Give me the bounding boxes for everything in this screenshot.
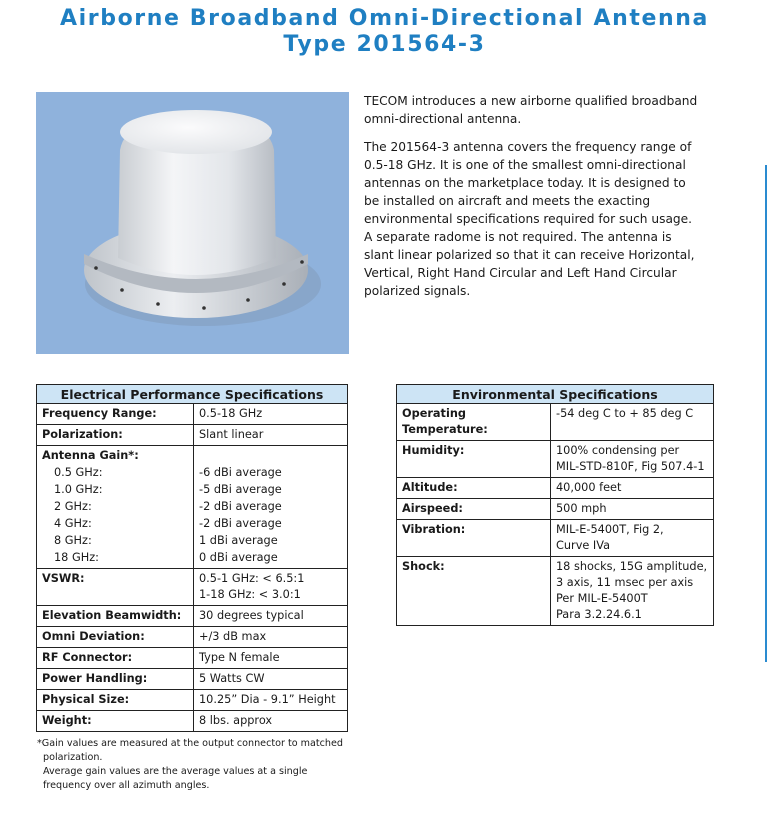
- intro-paragraph-1: TECOM introduces a new airborne qualified broadband omni-directional antenna.: [364, 94, 698, 126]
- vibration-line: Curve IVa: [556, 539, 611, 552]
- accent-rule: [765, 165, 767, 662]
- gain-value: -2 dBi average: [199, 517, 282, 530]
- gain-cell: [37, 446, 194, 569]
- spec-label: Polarization:: [37, 425, 194, 446]
- spec-value: 0.5-18 GHz: [194, 404, 348, 425]
- spec-label: Omni Deviation:: [37, 627, 194, 648]
- vibration-line: MIL-E-5400T, Fig 2,: [556, 523, 664, 536]
- shock-line: 18 shocks, 15G amplitude,: [556, 560, 708, 573]
- spec-value: [194, 569, 348, 606]
- spec-value: Type N female: [194, 648, 348, 669]
- table-row: [37, 569, 348, 606]
- spec-label: Power Handling:: [37, 669, 194, 690]
- table-row: [37, 425, 348, 446]
- spec-label: Frequency Range:: [37, 404, 194, 425]
- spec-value: 10.25” Dia - 9.1” Height: [194, 690, 348, 711]
- antenna-image: [36, 92, 349, 354]
- gain-value: -6 dBi average: [199, 466, 282, 479]
- gain-value: -5 dBi average: [199, 483, 282, 496]
- table-row: [397, 404, 714, 441]
- spec-value: [551, 557, 714, 626]
- spec-label: RF Connector:: [37, 648, 194, 669]
- spec-value: [551, 520, 714, 557]
- spec-label: VSWR:: [37, 569, 194, 606]
- gain-footnote: [37, 737, 347, 793]
- table-row: [37, 627, 348, 648]
- vswr-line: 0.5-1 GHz: < 6.5:1: [199, 572, 305, 585]
- table-row: [37, 404, 348, 425]
- table-row: [37, 446, 348, 569]
- gain-value: 1 dBi average: [199, 534, 278, 547]
- gain-frequency: 0.5 GHz:: [54, 466, 103, 479]
- humidity-line: 100% condensing per: [556, 444, 680, 457]
- intro-text: [364, 92, 704, 310]
- page-title: Airborne Broadband Omni-Directional Antenna: [60, 6, 709, 31]
- gain-frequency: 18 GHz:: [54, 551, 99, 564]
- spec-label: Vibration:: [397, 520, 551, 557]
- table-row: [37, 648, 348, 669]
- table-row: [397, 441, 714, 478]
- table-row: [37, 711, 348, 732]
- table-row: [397, 478, 714, 499]
- spec-label: Humidity:: [397, 441, 551, 478]
- footnote-line: *Gain values are measured at the output connector to matched: [37, 738, 344, 749]
- footnote-line: frequency over all azimuth angles.: [43, 780, 210, 791]
- table-row: [37, 669, 348, 690]
- shock-line: 3 axis, 11 msec per axis: [556, 576, 694, 589]
- environmental-specs-table: [396, 384, 714, 626]
- gain-values-cell: [194, 446, 348, 569]
- gain-frequency: 2 GHz:: [54, 500, 92, 513]
- spec-label: Elevation Beamwidth:: [37, 606, 194, 627]
- spec-value: -54 deg C to + 85 deg C: [551, 404, 714, 441]
- electrical-specs-title: Electrical Performance Specifications: [37, 385, 348, 404]
- gain-frequency: 1.0 GHz:: [54, 483, 103, 496]
- table-row: [397, 557, 714, 626]
- page-subtitle: Type 201564-3: [283, 32, 486, 57]
- electrical-specs-table: [36, 384, 348, 732]
- spec-label: Airspeed:: [397, 499, 551, 520]
- gain-frequency: 4 GHz:: [54, 517, 92, 530]
- table-row: [397, 499, 714, 520]
- spec-value: 5 Watts CW: [194, 669, 348, 690]
- gain-value: -2 dBi average: [199, 500, 282, 513]
- spec-value: 40,000 feet: [551, 478, 714, 499]
- footnote-line: polarization.: [43, 752, 103, 763]
- spec-label: Operating Temperature:: [397, 404, 551, 441]
- spec-label: Shock:: [397, 557, 551, 626]
- spec-label: Physical Size:: [37, 690, 194, 711]
- table-row: [37, 606, 348, 627]
- gain-value: 0 dBi average: [199, 551, 278, 564]
- spec-label: Antenna Gain*:: [42, 449, 139, 462]
- spec-value: 30 degrees typical: [194, 606, 348, 627]
- shock-line: Per MIL-E-5400T: [556, 592, 648, 605]
- intro-paragraph-2: The 201564-3 antenna covers the frequency range of 0.5-18 GHz. It is one of the smallest omni-directional antennas on the marketplace today. It is designed to be installed on aircraft and meets the exacting environmental specifications required for such usage. A separate radome is not required. The antenna is slant linear polarized so that it can receive Horizontal, Vertical, Right Hand Circular and Left Hand Circular polarized signals.: [364, 140, 695, 298]
- vswr-line: 1-18 GHz: < 3.0:1: [199, 588, 301, 601]
- gain-frequency: 8 GHz:: [54, 534, 92, 547]
- environmental-specs-title: Environmental Specifications: [397, 385, 714, 404]
- antenna-photo: [36, 92, 349, 354]
- footnote-line: Average gain values are the average values at a single: [43, 766, 308, 777]
- humidity-line: MIL-STD-810F, Fig 507.4-1: [556, 460, 705, 473]
- spec-value: 500 mph: [551, 499, 714, 520]
- spec-label: Altitude:: [397, 478, 551, 499]
- table-row: [397, 520, 714, 557]
- spec-value: +/3 dB max: [194, 627, 348, 648]
- spec-label: Weight:: [37, 711, 194, 732]
- spec-value: 8 lbs. approx: [194, 711, 348, 732]
- spec-value: Slant linear: [194, 425, 348, 446]
- spec-value: [551, 441, 714, 478]
- shock-line: Para 3.2.24.6.1: [556, 608, 642, 621]
- table-row: [37, 690, 348, 711]
